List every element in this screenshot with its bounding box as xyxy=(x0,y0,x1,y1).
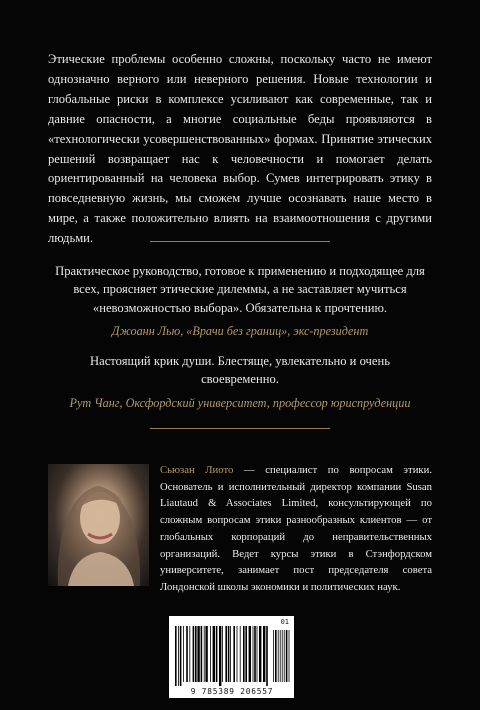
quote-1-author: Джоанн Лью, «Врачи без границ», экс-президент xyxy=(111,323,369,338)
barcode-bars xyxy=(169,616,294,686)
quote-2 xyxy=(48,352,432,412)
author-bio xyxy=(160,462,432,596)
quote-2-text: Настоящий крик души. Блестяще, увлекательно и очень своевременно. xyxy=(90,354,390,387)
quote-1 xyxy=(48,262,432,340)
isbn-number: 9 785389 206557 xyxy=(190,687,274,696)
barcode-addon: 01 xyxy=(280,618,289,626)
author-photo xyxy=(48,464,149,586)
quote-2-author: Рут Чанг, Оксфордский университет, профессор юриспруденции xyxy=(69,395,411,410)
isbn-barcode xyxy=(169,616,294,698)
author-bio-text: — специалист по вопросам этики. Основатель и исполнительный директор компании Susan Liautaud & Associates Limited, консультирующей по сложным вопросам этики разнообразных клиентов — от глобальных корпораций до неправительственных организаций. Ведет курсы этики в Стэнфордском университете, занимает пост председателя совета Лондонской школы экономики и политических наук. xyxy=(160,464,432,593)
quote-1-text: Практическое руководство, готовое к применению и подходящее для всех, проясняет этические дилеммы, а не заставляет мучиться «невозможностью выбора». Обязательна к прочтению. xyxy=(55,264,425,315)
divider-bottom xyxy=(150,428,330,429)
author-name: Сьюзан Лиото xyxy=(160,464,234,476)
intro-paragraph: Этические проблемы особенно сложны, поскольку часто не имеют однозначно верного или неверного решения. Новые технологии и глобальные риски в комплексе усиливают как современные, так и давние опасности, а многие социальные беды проявляются в «технологически усовершенствованных» формах. Принятие этических решений возвращает нас к человечности и помогает делать ориентированный на человека выбор. Сумев интегрировать этику в повседневную жизнь, мы сможем лучше осознавать наше место в мире, а также положительно влиять на взаимоотношения с другими людьми. xyxy=(48,52,432,246)
divider-top xyxy=(150,241,330,242)
